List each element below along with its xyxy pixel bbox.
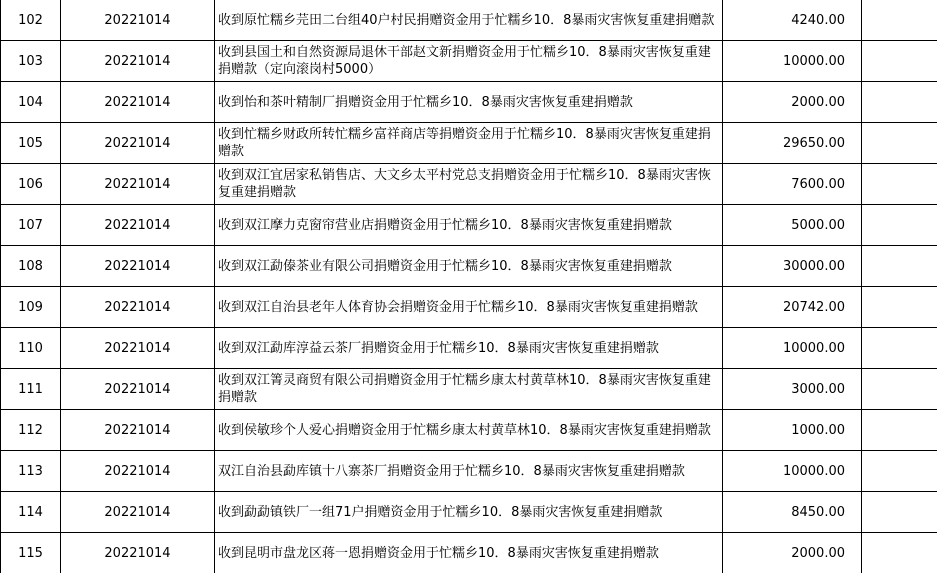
- description-text: 收到侯敏珍个人爱心捐赠资金用于忙糯乡康太村黄草林10．8暴雨灾害恢复重建捐赠款: [218, 422, 711, 438]
- description-text: 收到双江勐库淳益云茶厂捐赠资金用于忙糯乡10．8暴雨灾害恢复重建捐赠款: [218, 340, 659, 356]
- description-text: 收到忙糯乡财政所转忙糯乡富祥商店等捐赠资金用于忙糯乡10．8暴雨灾害恢复重建捐赠款: [218, 127, 711, 159]
- amount-cell[interactable]: 20742.00: [723, 287, 862, 328]
- table-row[interactable]: [1, 164, 937, 205]
- table-row[interactable]: [1, 41, 937, 82]
- description-text: 收到双江摩力克窗帘营业店捐赠资金用于忙糯乡10．8暴雨灾害恢复重建捐赠款: [218, 217, 672, 233]
- description-text: 双江自治县勐库镇十八寨茶厂捐赠资金用于忙糯乡10．8暴雨灾害恢复重建捐赠款: [218, 463, 685, 479]
- table-row[interactable]: [1, 410, 937, 451]
- description-text: 收到怡和茶叶精制厂捐赠资金用于忙糯乡10．8暴雨灾害恢复重建捐赠款: [218, 94, 633, 110]
- date-cell[interactable]: 20221014: [61, 205, 215, 246]
- amount-cell[interactable]: 30000.00: [723, 246, 862, 287]
- empty-cell[interactable]: [862, 246, 937, 287]
- date-cell[interactable]: 20221014: [61, 246, 215, 287]
- empty-cell[interactable]: [862, 369, 937, 410]
- description-text: 收到县国土和自然资源局退休干部赵文新捐赠资金用于忙糯乡10．8暴雨灾害恢复重建捐赠款（定向滚岗村5000）: [218, 45, 711, 77]
- table-row[interactable]: [1, 492, 937, 533]
- row-number-cell[interactable]: 105: [1, 123, 61, 164]
- empty-cell[interactable]: [862, 328, 937, 369]
- empty-cell[interactable]: [862, 0, 937, 41]
- description-cell[interactable]: [215, 205, 723, 246]
- amount-cell[interactable]: 1000.00: [723, 410, 862, 451]
- date-cell[interactable]: 20221014: [61, 451, 215, 492]
- row-number-cell[interactable]: 104: [1, 82, 61, 123]
- date-cell[interactable]: 20221014: [61, 369, 215, 410]
- description-cell[interactable]: [215, 492, 723, 533]
- description-cell[interactable]: [215, 123, 723, 164]
- date-cell[interactable]: 20221014: [61, 492, 215, 533]
- amount-cell[interactable]: 10000.00: [723, 451, 862, 492]
- description-cell[interactable]: [215, 0, 723, 41]
- amount-cell[interactable]: 3000.00: [723, 369, 862, 410]
- table-row[interactable]: [1, 82, 937, 123]
- row-number-cell[interactable]: 102: [1, 0, 61, 41]
- description-text: 收到双江自治县老年人体育协会捐赠资金用于忙糯乡10．8暴雨灾害恢复重建捐赠款: [218, 299, 698, 315]
- description-cell[interactable]: [215, 246, 723, 287]
- row-number-cell[interactable]: 106: [1, 164, 61, 205]
- table-row[interactable]: [1, 205, 937, 246]
- date-cell[interactable]: 20221014: [61, 287, 215, 328]
- date-cell[interactable]: 20221014: [61, 123, 215, 164]
- table-row[interactable]: [1, 369, 937, 410]
- description-text: 收到昆明市盘龙区蒋一恩捐赠资金用于忙糯乡10．8暴雨灾害恢复重建捐赠款: [218, 545, 659, 561]
- empty-cell[interactable]: [862, 164, 937, 205]
- empty-cell[interactable]: [862, 451, 937, 492]
- row-number-cell[interactable]: 115: [1, 533, 61, 573]
- row-number-cell[interactable]: 109: [1, 287, 61, 328]
- row-number-cell[interactable]: 107: [1, 205, 61, 246]
- row-number-cell[interactable]: 103: [1, 41, 61, 82]
- date-cell[interactable]: 20221014: [61, 164, 215, 205]
- empty-cell[interactable]: [862, 533, 937, 573]
- row-number-cell[interactable]: 111: [1, 369, 61, 410]
- table-row[interactable]: [1, 533, 937, 573]
- empty-cell[interactable]: [862, 41, 937, 82]
- description-cell[interactable]: [215, 328, 723, 369]
- description-text: 收到原忙糯乡芫田二台组40户村民捐赠资金用于忙糯乡10．8暴雨灾害恢复重建捐赠款: [218, 12, 715, 28]
- amount-cell[interactable]: 4240.00: [723, 0, 862, 41]
- description-text: 收到双江箐灵商贸有限公司捐赠资金用于忙糯乡康太村黄草林10．8暴雨灾害恢复重建捐赠款: [218, 373, 711, 405]
- date-cell[interactable]: 20221014: [61, 328, 215, 369]
- amount-cell[interactable]: 2000.00: [723, 533, 862, 573]
- empty-cell[interactable]: [862, 492, 937, 533]
- date-cell[interactable]: 20221014: [61, 0, 215, 41]
- date-cell[interactable]: 20221014: [61, 41, 215, 82]
- date-cell[interactable]: 20221014: [61, 82, 215, 123]
- description-cell[interactable]: [215, 41, 723, 82]
- amount-cell[interactable]: 29650.00: [723, 123, 862, 164]
- description-text: 收到双江勐傣茶业有限公司捐赠资金用于忙糯乡10．8暴雨灾害恢复重建捐赠款: [218, 258, 672, 274]
- description-text: 收到勐勐镇铁厂一组71户捐赠资金用于忙糯乡10．8暴雨灾害恢复重建捐赠款: [218, 504, 663, 520]
- amount-cell[interactable]: 7600.00: [723, 164, 862, 205]
- row-number-cell[interactable]: 114: [1, 492, 61, 533]
- empty-cell[interactable]: [862, 410, 937, 451]
- empty-cell[interactable]: [862, 82, 937, 123]
- table-row[interactable]: [1, 328, 937, 369]
- row-number-cell[interactable]: 110: [1, 328, 61, 369]
- amount-cell[interactable]: 8450.00: [723, 492, 862, 533]
- description-cell[interactable]: [215, 410, 723, 451]
- table-row[interactable]: [1, 123, 937, 164]
- description-cell[interactable]: [215, 451, 723, 492]
- table-row[interactable]: [1, 287, 937, 328]
- description-cell[interactable]: [215, 369, 723, 410]
- row-number-cell[interactable]: 108: [1, 246, 61, 287]
- table-row[interactable]: [1, 0, 937, 41]
- description-cell[interactable]: [215, 164, 723, 205]
- row-number-cell[interactable]: 113: [1, 451, 61, 492]
- amount-cell[interactable]: 10000.00: [723, 328, 862, 369]
- row-number-cell[interactable]: 112: [1, 410, 61, 451]
- description-cell[interactable]: [215, 533, 723, 573]
- description-text: 收到双江宜居家私销售店、大文乡太平村党总支捐赠资金用于忙糯乡10．8暴雨灾害恢复重建捐赠款: [218, 168, 711, 200]
- table-row[interactable]: [1, 451, 937, 492]
- donation-table-body: [1, 0, 937, 573]
- empty-cell[interactable]: [862, 287, 937, 328]
- amount-cell[interactable]: 10000.00: [723, 41, 862, 82]
- empty-cell[interactable]: [862, 205, 937, 246]
- date-cell[interactable]: 20221014: [61, 410, 215, 451]
- date-cell[interactable]: 20221014: [61, 533, 215, 573]
- table-row[interactable]: [1, 246, 937, 287]
- amount-cell[interactable]: 2000.00: [723, 82, 862, 123]
- empty-cell[interactable]: [862, 123, 937, 164]
- description-cell[interactable]: [215, 82, 723, 123]
- description-cell[interactable]: [215, 287, 723, 328]
- amount-cell[interactable]: 5000.00: [723, 205, 862, 246]
